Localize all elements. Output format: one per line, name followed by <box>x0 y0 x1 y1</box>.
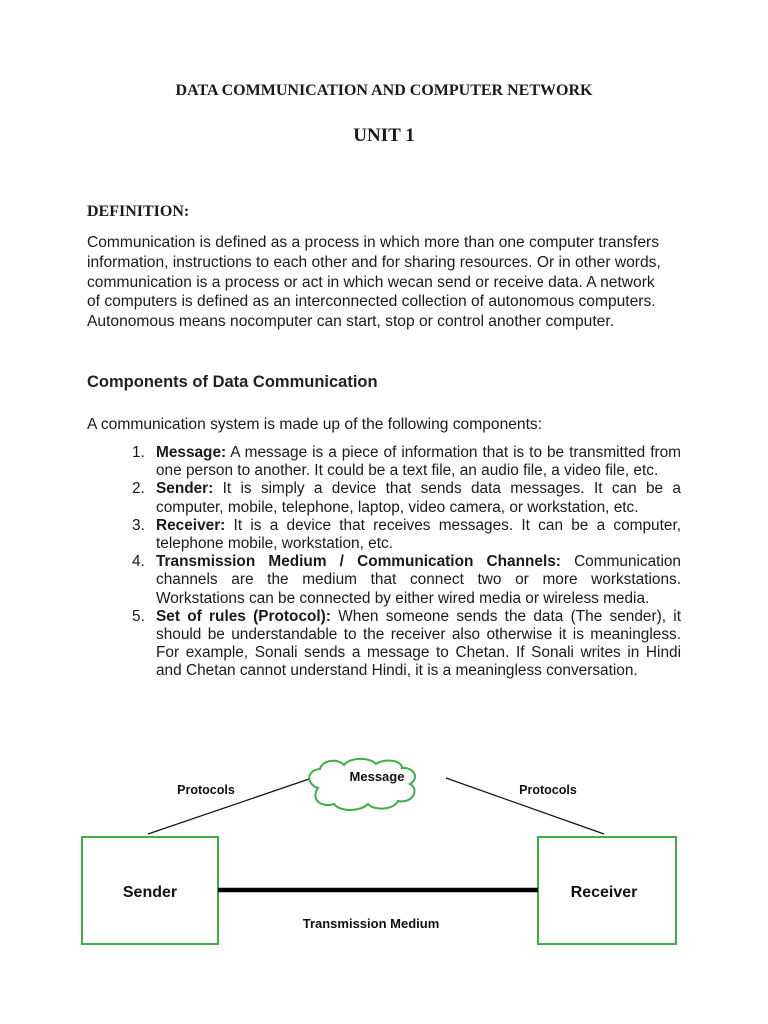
list-item-number: 5. <box>132 607 145 625</box>
list-item <box>132 608 681 681</box>
components-intro: A communication system is made up of the following components: <box>87 416 543 433</box>
list-item-number: 2. <box>132 480 145 498</box>
message-label: Message <box>349 769 405 784</box>
list-item-term: Sender: <box>156 480 214 498</box>
definition-heading: DEFINITION: <box>87 203 190 220</box>
list-item-text: When someone sends the data (The sender), it should be understandable to the receiver also otherwise it is meaningless. For example, Sonali sends a message to Chetan. If Sonali writes in Hindi and Chetan cannot understand Hindi, it is a meaningless conversation. <box>156 607 681 680</box>
list-item-number: 3. <box>132 516 145 534</box>
protocols-label-left: Protocols <box>177 783 235 797</box>
list-item-term: Set of rules (Protocol): <box>156 607 331 625</box>
message-cloud <box>309 759 415 810</box>
medium-label: Transmission Medium <box>302 916 440 931</box>
list-item <box>132 553 681 608</box>
list-item <box>132 480 681 516</box>
list-item-text: It is a device that receives messages. It can be a computer, telephone mobile, workstation, etc. <box>156 516 681 553</box>
sender-label: Sender <box>122 884 178 901</box>
components-list <box>132 444 681 681</box>
list-item-term: Message: <box>156 444 227 461</box>
list-item-text: It is simply a device that sends data messages. It can be a computer, mobile, telephone, laptop, video camera, or workstation, etc. <box>156 480 681 516</box>
list-item-text: A message is a piece of information that is to be transmitted from one person to another. It could be a text file, an audio file, a video file, etc. <box>156 444 681 480</box>
list-item-number: 4. <box>132 553 145 571</box>
components-heading: Components of Data Communication <box>87 373 378 391</box>
protocols-label-right: Protocols <box>519 783 577 797</box>
list-item-number: 1. <box>132 444 145 461</box>
receiver-label: Receiver <box>570 884 638 901</box>
list-item <box>132 444 681 480</box>
document-title: DATA COMMUNICATION AND COMPUTER NETWORK <box>175 82 593 99</box>
list-item-term: Receiver: <box>156 516 226 534</box>
communication-diagram <box>0 752 768 952</box>
list-item-term: Transmission Medium / Communication Channels: <box>156 553 561 571</box>
list-item <box>132 517 681 553</box>
unit-title: UNIT 1 <box>353 125 415 146</box>
definition-paragraph: Communication is defined as a process in which more than one computer transfers information, instructions to each other and for sharing resources. Or in other words, communication is a process or act in which wecan send or receive data. A network of computers is defined as an interconnected collection of autonomous computers. Autonomous means nocomputer can start, stop or control another computer. <box>87 234 661 331</box>
list-item-text: Communication channels are the medium that connect two or more workstations. Workstations can be connected by either wired media or wireless media. <box>156 553 681 607</box>
